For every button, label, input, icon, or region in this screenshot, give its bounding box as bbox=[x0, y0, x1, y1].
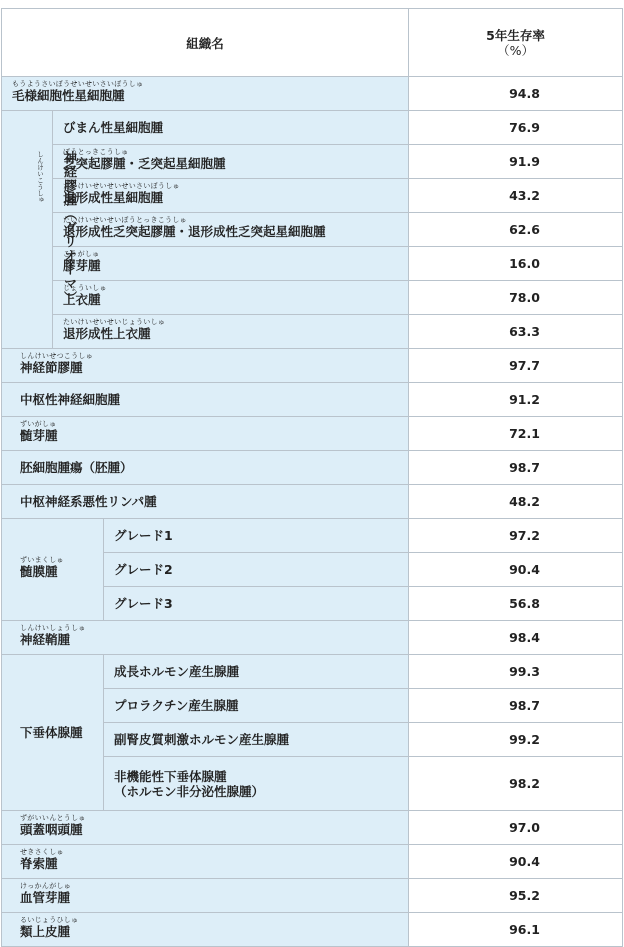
group-glioma: 神経膠腫（グリオーマ） しんけいこうしゅ bbox=[2, 111, 53, 349]
header-survival-rate: 5年生存率 （%） bbox=[409, 9, 623, 77]
row-value: 97.7 bbox=[409, 349, 623, 383]
row-value: 90.4 bbox=[409, 553, 623, 587]
table-row bbox=[2, 111, 623, 145]
table-row bbox=[2, 913, 623, 947]
row-label: しんけいせつこうしゅ 神経節膠腫 bbox=[2, 349, 409, 383]
row-value: 99.3 bbox=[409, 655, 623, 689]
row-value: 94.8 bbox=[409, 77, 623, 111]
row-value: 48.2 bbox=[409, 485, 623, 519]
row-label: けっかんがしゅ 血管芽腫 bbox=[2, 879, 409, 913]
table-row bbox=[2, 811, 623, 845]
table-row bbox=[2, 383, 623, 417]
table-row bbox=[2, 519, 623, 553]
row-label: グレード3 bbox=[104, 587, 409, 621]
row-label: 中枢神経系悪性リンパ腫 bbox=[2, 485, 409, 519]
row-value: 72.1 bbox=[409, 417, 623, 451]
survival-rate-table bbox=[1, 8, 623, 947]
row-label: グレード2 bbox=[104, 553, 409, 587]
row-value: 62.6 bbox=[409, 213, 623, 247]
row-value: 98.2 bbox=[409, 757, 623, 811]
group-pituitary: 下垂体腺腫 bbox=[2, 655, 104, 811]
row-value: 56.8 bbox=[409, 587, 623, 621]
row-label: せきさくしゅ 脊索腫 bbox=[2, 845, 409, 879]
row-label: たいけいせいせいせいさいぼうしゅ 退形成性星細胞腫 bbox=[53, 179, 409, 213]
row-label: ぼうとっきこうしゅ 乏突起膠腫・乏突起星細胞腫 bbox=[53, 145, 409, 179]
row-value: 78.0 bbox=[409, 281, 623, 315]
table-row bbox=[2, 349, 623, 383]
row-value: 97.0 bbox=[409, 811, 623, 845]
table-row bbox=[2, 485, 623, 519]
table-row bbox=[2, 315, 623, 349]
table-header-row bbox=[2, 9, 623, 77]
row-label: こうがしゅ 膠芽腫 bbox=[53, 247, 409, 281]
row-label: ずいがしゅ 髄芽腫 bbox=[2, 417, 409, 451]
row-label: 副腎皮質刺激ホルモン産生腺腫 bbox=[104, 723, 409, 757]
row-label: たいけいせいせいじょういしゅ 退形成性上衣腫 bbox=[53, 315, 409, 349]
row-value: 98.4 bbox=[409, 621, 623, 655]
row-value: 91.2 bbox=[409, 383, 623, 417]
row-value: 16.0 bbox=[409, 247, 623, 281]
row-value: 63.3 bbox=[409, 315, 623, 349]
row-value: 76.9 bbox=[409, 111, 623, 145]
row-label: プロラクチン産生腺腫 bbox=[104, 689, 409, 723]
row-label: びまん性星細胞腫 bbox=[53, 111, 409, 145]
row-label: もうようさいぼうせいせいさいぼうしゅ 毛様細胞性星細胞腫 bbox=[2, 77, 409, 111]
row-label: 胚細胞腫瘍（胚腫） bbox=[2, 451, 409, 485]
table-row bbox=[2, 77, 623, 111]
table-row bbox=[2, 655, 623, 689]
row-label: たいけいせいせいぼうとっきこうしゅ 退形成性乏突起膠腫・退形成性乏突起星細胞腫 bbox=[53, 213, 409, 247]
table-row bbox=[2, 417, 623, 451]
row-label: グレード1 bbox=[104, 519, 409, 553]
row-value: 98.7 bbox=[409, 451, 623, 485]
row-label: 成長ホルモン産生腺腫 bbox=[104, 655, 409, 689]
group-meningioma: ずいまくしゅ 髄膜腫 bbox=[2, 519, 104, 621]
table-row bbox=[2, 879, 623, 913]
row-value: 43.2 bbox=[409, 179, 623, 213]
row-value: 96.1 bbox=[409, 913, 623, 947]
row-value: 99.2 bbox=[409, 723, 623, 757]
row-label: ずがいいんとうしゅ 頭蓋咽頭腫 bbox=[2, 811, 409, 845]
table-row bbox=[2, 451, 623, 485]
row-label: 中枢性神経細胞腫 bbox=[2, 383, 409, 417]
row-label: 非機能性下垂体腺腫 （ホルモン非分泌性腺腫） bbox=[104, 757, 409, 811]
row-label: しんけいしょうしゅ 神経鞘腫 bbox=[2, 621, 409, 655]
row-value: 98.7 bbox=[409, 689, 623, 723]
row-label: るいじょうひしゅ 類上皮腫 bbox=[2, 913, 409, 947]
row-value: 90.4 bbox=[409, 845, 623, 879]
row-value: 91.9 bbox=[409, 145, 623, 179]
row-value: 95.2 bbox=[409, 879, 623, 913]
row-value: 97.2 bbox=[409, 519, 623, 553]
header-tissue-name: 組織名 bbox=[2, 9, 409, 77]
table-row bbox=[2, 621, 623, 655]
table-row bbox=[2, 845, 623, 879]
row-label: じょういしゅ 上衣腫 bbox=[53, 281, 409, 315]
